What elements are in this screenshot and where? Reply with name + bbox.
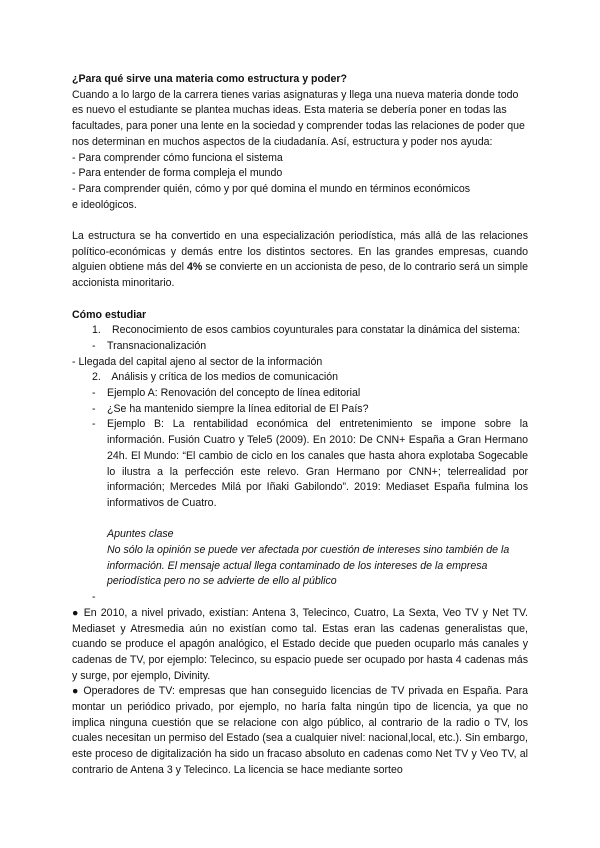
section-title-study: Cómo estudiar (72, 308, 147, 321)
el-pais-question: - ¿Se ha mantenido siempre la línea editorial de El País? (72, 402, 528, 418)
tv-channels-2010-bullet: ● En 2010, a nivel privado, existían: Antena 3, Telecinco, Cuatro, La Sexta, Veo TV y Net TV. Mediaset y Atresmedia aún no existían como tal. Estas eran las cadenas generalistas que, cuando se produce el apagón analógico, el Estado decide que pueden ocuparlo más canales y cadenas de TV, por ejemplo: Telecinco, su espacio puede ser ocupado por hasta 4 cadenas más y surge, por ejemplo, Divinity. (72, 606, 528, 682)
class-notes-text: No sólo la opinión se puede ver afectada por cuestión de intereses sino también de la información. El mensaje actual llega contaminado de los intereses de la empresa periodística pero no se advierte de ello al público (107, 544, 510, 588)
purpose-bullet-2: - Para entender de forma compleja el mundo (72, 167, 283, 180)
study-item-1-text: Reconocimiento de esos cambios coyunturales para constatar la dinámica del sistema: (111, 324, 521, 337)
example-b: - Ejemplo B: La rentabilidad económica del entretenimiento se impone sobre la información. Fusión Cuatro y Tele5 (2009). En 2010: De CNN+ España a Gran Hermano 24h. El Mundo: “El cambio de ciclo en los canales que hasta ahora explotaba Sogecable lo ilustra a la perfección este relevo. Gran Hermano por CNN+; telerrealidad por información; Mercedes Milá por Iñaki Gabilondo”. 2019: Mediaset España fulmina los informativos de Cuatro. (72, 417, 528, 511)
example-a-text: Ejemplo A: Renovación del concepto de línea editorial (107, 387, 361, 400)
percentage-value: 4% (187, 261, 203, 274)
study-item-1 (72, 323, 528, 339)
purpose-bullet-3-cont: e ideológicos. (72, 198, 137, 211)
purpose-bullet-1: - Para comprender cómo funciona el sistema (72, 151, 283, 164)
structure-paragraph-text: La estructura se ha convertido en una especialización periodística, más allá de las relaciones político-económicas y demás entre los distintos sectores. En las grandes empresas, cuando alguien obtiene más del (72, 230, 528, 274)
document-page (72, 72, 528, 779)
class-notes-title: Apuntes clase (107, 528, 174, 541)
el-pais-question-text: ¿Se ha mantenido siempre la línea editorial de El País? (107, 402, 369, 415)
tv-operators-bullet: ● Operadores de TV: empresas que han conseguido licencias de TV privada en España. Para montar un periódico privado, por ejemplo, no haría falta ningún tipo de licencia, ya que no implica ninguna cuestión que se relacione con algo público, al contrario de la radio o TV, los cuales necesitan un permiso del Estado (sea a cualquier nivel: nacional,local, etc.). Sin embargo, este proceso de digitalización ha sido un fracaso absoluto en cadenas como Net TV y Veo TV, al contrario de Antena 3 y Telecinco. La licencia se hace mediante sorteo (72, 685, 528, 776)
class-notes (72, 527, 528, 590)
structure-paragraph (72, 229, 528, 292)
study-item-1-sub: - Transnacionalización (72, 339, 528, 355)
study-item-2 (72, 370, 528, 386)
extra-line: - Llegada del capital ajeno al sector de la información (72, 355, 323, 368)
example-a: - Ejemplo A: Renovación del concepto de línea editorial (72, 386, 528, 402)
purpose-bullet-3: - Para comprender quién, cómo y por qué domina el mundo en términos económicos (72, 182, 471, 195)
empty-dash-item (72, 590, 528, 606)
example-b-text: Ejemplo B: La rentabilidad económica del entretenimiento se impone sobre la información. Fusión Cuatro y Tele5 (2009). En 2010: De CNN+ España a Gran Hermano 24h. El Mundo: “El cambio de ciclo en los canales que hasta ahora explotaba Sogecable lo ilustra a la perfección este relevo. Gran Hermano por CNN+; telerrealidad por información; Mercedes Milá por Iñaki Gabilondo”. 2019: Mediaset España fulmina los informativos de Cuatro. (107, 418, 528, 509)
study-item-2-text: Análisis y crítica de los medios de comunicación (111, 371, 339, 384)
lone-dash: - (92, 591, 96, 604)
study-item-1-sub-text: Transnacionalización (107, 339, 207, 352)
study-item-1-number: 1. (92, 324, 101, 337)
study-item-2-number: 2. (92, 371, 101, 384)
structure-paragraph-tail: se convierte en un accionista de peso, de lo contrario será un simple accionista minoritario. (72, 261, 528, 290)
section-title-purpose: ¿Para qué sirve una materia como estructura y poder? (72, 73, 347, 85)
intro-paragraph: Cuando a lo largo de la carrera tienes varias asignaturas y llega una nueva materia donde todo es nuevo el estudiante se plantea muchas ideas. Esta materia se debería poner en todas las facultades, para poner una lente en la sociedad y comprender todas las relaciones de poder que nos determinan en muchos aspectos de la ciudadanía. Así, estructura y poder nos ayuda: (72, 88, 525, 148)
